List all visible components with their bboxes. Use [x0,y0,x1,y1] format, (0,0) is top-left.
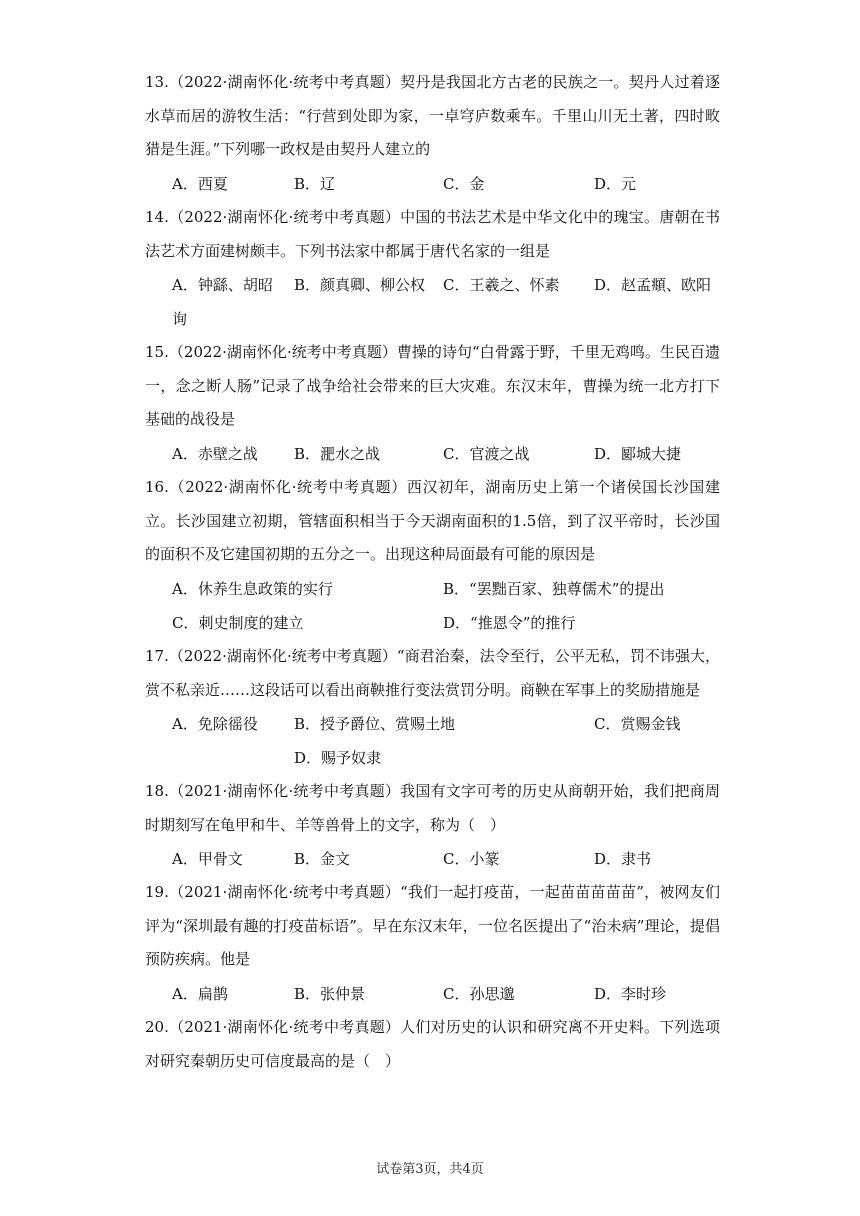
question-15: 15.（2022·湖南怀化·统考中考真题）曹操的诗句“白骨露于野，千里无鸡鸣。生民百遗一，念之断人肠”记录了战争给社会带来的巨大灾难。东汉末年，曹操为统一北方打下基础的战役是 [145,343,720,428]
options-14-wrap [172,302,732,336]
option-b: B．淝水之战 [294,445,381,463]
question-14: 14.（2022·湖南怀化·统考中考真题）中国的书法艺术是中华文化中的瑰宝。唐朝在书法艺术方面建树颇丰。下列书法家中都属于唐代名家的一组是 [145,208,720,260]
question-16: 16.（2022·湖南怀化·统考中考真题）西汉初年，湖南历史上第一个诸侯国长沙国建立。长沙国建立初期，管辖面积相当于今天湖南面积的1.5倍，到了汉平帝时，长沙国的面积不及它建国初期的五分之一。出现这种局面最有可能的原因是 [145,478,720,563]
option-d-continued: 询 [172,310,188,328]
options-15 [172,437,732,471]
option-c: C．官渡之战 [443,445,530,463]
option-d: D．隶书 [594,850,652,868]
options-19 [172,977,732,1011]
options-14 [172,268,732,302]
option-c: C．小篆 [443,850,500,868]
option-a: A．甲骨文 [172,850,243,868]
option-a: A．休养生息政策的实行 [172,580,333,598]
option-c: C．刺史制度的建立 [172,614,304,632]
option-d: D．郾城大捷 [594,445,682,463]
options-18 [172,842,732,876]
options-16-row2 [172,606,732,640]
option-c: C．王羲之、怀素 [443,276,560,294]
option-b: B．张仲景 [294,985,366,1003]
option-b: B．“罢黜百家、独尊儒术”的提出 [443,580,665,598]
option-b: B．授予爵位、赏赐土地 [294,715,456,733]
option-a: A．西夏 [172,175,228,193]
option-a: A．钟繇、胡昭 [172,276,273,294]
option-a: A．免除徭役 [172,715,258,733]
question-17: 17.（2022·湖南怀化·统考中考真题）“商君治秦，法令至行，公平无私，罚不讳强大，赏不私亲近……这段话可以看出商鞅推行变法赏罚分明。商鞅在军事上的奖励措施是 [145,647,720,699]
question-20: 20.（2021·湖南怀化·统考中考真题）人们对历史的认识和研究离不开史料。下列选项对研究秦朝历史可信度最高的是（ ） [145,1018,720,1070]
option-a: A．赤壁之战 [172,445,258,463]
page-footer: 试卷第3页，共4页 [376,1162,484,1177]
option-d: D．“推恩令”的推行 [443,614,576,632]
option-a: A．扁鹊 [172,985,228,1003]
question-13: 13.（2022·湖南怀化·统考中考真题）契丹是我国北方古老的民族之一。契丹人过着逐水草而居的游牧生活：“行营到处即为家，一卓穹庐数乘车。千里山川无土著，四时畋猎是生涯。”下列哪一政权是由契丹人建立的 [145,73,720,158]
options-16-row1 [172,572,732,606]
question-19: 19.（2021·湖南怀化·统考中考真题）“我们一起打疫苗，一起苗苗苗苗苗”，被网友们评为“深圳最有趣的打疫苗标语”。早在东汉末年，一位名医提出了“治未病”理论，提倡预防疾病。他是 [145,883,720,968]
option-b: B．颜真卿、柳公权 [294,276,426,294]
option-c: C．孙思邈 [443,985,515,1003]
option-c: C．金 [443,175,485,193]
option-d: D．李时珍 [594,985,667,1003]
question-18: 18.（2021·湖南怀化·统考中考真题）我国有文字可考的历史从商朝开始，我们把商周时期刻写在龟甲和牛、羊等兽骨上的文字，称为（ ） [145,782,720,834]
option-b: B．金文 [294,850,351,868]
option-d: D．赐予奴隶 [294,749,382,767]
option-d: D．赵孟頫、欧阳 [594,276,712,294]
options-13 [172,167,732,201]
option-c: C．赏赐金钱 [594,715,681,733]
option-d: D．元 [594,175,637,193]
option-b: B．辽 [294,175,336,193]
options-17-row2 [172,741,732,775]
options-17-row1 [172,707,732,741]
